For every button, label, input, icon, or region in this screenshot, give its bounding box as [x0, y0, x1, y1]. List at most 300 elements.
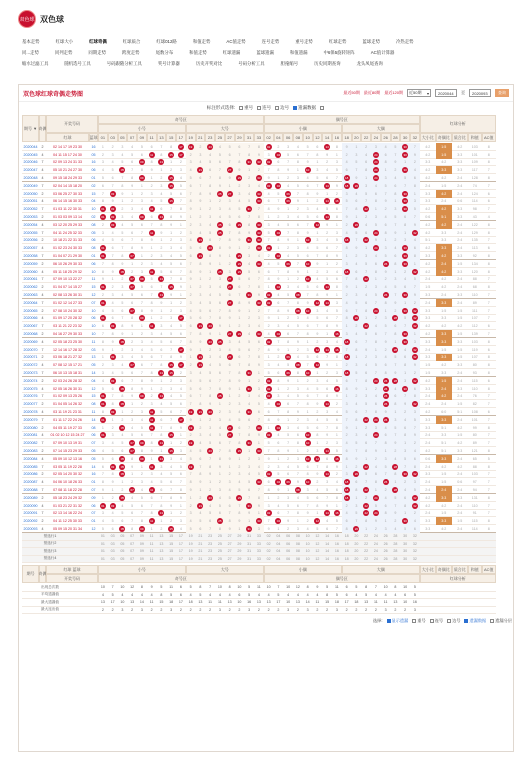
even-zone-cell: 3 [374, 285, 377, 290]
odd-zone-cell: 8 [218, 176, 221, 181]
predict-number-cell[interactable]: 20 [354, 534, 359, 539]
even-zone-cell: 7 [316, 464, 319, 469]
even-zone-cell: 1 [306, 339, 309, 344]
predict-number-cell[interactable]: 28 [393, 549, 398, 554]
predict-number-cell[interactable]: 04 [276, 541, 281, 546]
predict-number-cell[interactable]: 06 [286, 556, 291, 561]
predict-number-cell[interactable]: 24 [373, 534, 378, 539]
checkbox-icon[interactable] [293, 106, 297, 110]
predict-number-cell[interactable]: 03 [110, 549, 115, 554]
predict-number-cell[interactable]: 27 [227, 534, 232, 539]
predict-number-cell[interactable]: 17 [178, 549, 183, 554]
even-zone-cell: 3 [355, 433, 358, 438]
nav-item[interactable]: 奖号计算器 [157, 60, 180, 66]
predict-row[interactable] [22, 548, 496, 556]
checkbox-icon[interactable] [412, 619, 416, 623]
predict-number-cell[interactable]: 07 [130, 556, 135, 561]
predict-number-cell[interactable]: 08 [295, 556, 300, 561]
predict-number-cell[interactable]: 18 [344, 549, 349, 554]
odd-zone-cell [157, 455, 167, 463]
predict-number-cell[interactable]: 04 [276, 556, 281, 561]
odd-zone-cell [127, 276, 137, 284]
odd-even-cell: 2 [41, 355, 44, 360]
predict-number-cell[interactable]: 04 [276, 534, 281, 539]
predict-number-cell[interactable]: 03 [110, 541, 115, 546]
predict-number-cell[interactable]: 13 [159, 549, 164, 554]
nav-item[interactable]: 和值走势 [189, 49, 207, 55]
even-zone-cell [313, 517, 323, 525]
nav-item[interactable]: 红球大小 [55, 38, 74, 44]
predict-number-cell[interactable]: 11 [149, 549, 154, 554]
odd-zone-cell: 4 [179, 176, 182, 181]
analysis-cell: 2:4 [425, 277, 431, 282]
predict-number-cell[interactable]: 09 [139, 541, 144, 546]
predict-number-cell[interactable]: 16 [334, 534, 339, 539]
blue-number-cell: 05 [91, 230, 96, 235]
odd-zone-cell: 5 [209, 441, 212, 446]
predict-number-cell[interactable]: 29 [237, 549, 242, 554]
predict-number-cell[interactable]: 07 [130, 549, 135, 554]
predict-number-cell[interactable]: 14 [325, 549, 330, 554]
red-ball-icon: 29 [237, 332, 242, 337]
predict-number-cell[interactable]: 31 [247, 556, 252, 561]
even-zone-cell [410, 322, 420, 330]
recent-120-link[interactable]: 最近120期 [384, 90, 403, 95]
predict-number-cell[interactable]: 12 [315, 541, 320, 546]
predict-number-cell[interactable]: 22 [364, 556, 369, 561]
predict-number-cell[interactable]: 29 [237, 556, 242, 561]
nav-item[interactable]: 历史开奖对比 [195, 60, 223, 66]
predict-number-cell[interactable]: 16 [334, 556, 339, 561]
predict-number-cell[interactable]: 20 [354, 556, 359, 561]
predict-number-cell[interactable]: 30 [403, 534, 408, 539]
predict-number-cell[interactable]: 14 [325, 534, 330, 539]
predict-number-cell[interactable]: 20 [354, 549, 359, 554]
predict-number-cell[interactable]: 16 [334, 549, 339, 554]
query-button[interactable]: 查询 [495, 89, 509, 97]
odd-zone-cell: 9 [150, 449, 153, 454]
footer-option-item[interactable] [464, 618, 486, 624]
odd-zone-cell: 3 [189, 160, 192, 165]
predict-number-cell[interactable]: 15 [169, 534, 174, 539]
even-zone-cell: 9 [267, 456, 270, 461]
predict-number-cell[interactable]: 32 [412, 534, 417, 539]
predict-number-cell[interactable]: 28 [393, 541, 398, 546]
to-issue-input[interactable]: 2020093 [469, 89, 491, 97]
predict-number-cell[interactable]: 22 [364, 534, 369, 539]
predict-number-cell[interactable]: 32 [412, 541, 417, 546]
predict-number-cell[interactable]: 13 [159, 541, 164, 546]
predict-number-cell[interactable]: 19 [188, 541, 193, 546]
predict-number-cell[interactable]: 06 [286, 549, 291, 554]
predict-number-cell[interactable]: 24 [373, 556, 378, 561]
predict-number-cell[interactable]: 19 [188, 534, 193, 539]
option-item[interactable] [239, 105, 253, 111]
odd-zone-cell [205, 408, 215, 416]
predict-number-cell[interactable]: 03 [110, 534, 115, 539]
odd-zone-cell: 2 [101, 152, 104, 157]
predict-number-cell[interactable]: 12 [315, 556, 320, 561]
odd-zone-cell: 5 [160, 339, 163, 344]
checkbox-icon[interactable] [447, 619, 451, 623]
analysis-cell: 1:5 [425, 285, 431, 290]
predict-number-cell[interactable]: 09 [139, 549, 144, 554]
even-zone-cell: 3 [306, 207, 309, 212]
even-zone-cell: 3 [335, 371, 338, 376]
predict-number-cell[interactable]: 33 [256, 541, 261, 546]
balls-footer-header: 红球 蓝球 [46, 565, 98, 574]
predict-number-cell[interactable]: 05 [120, 549, 125, 554]
blue-number-cell: 07 [91, 441, 96, 446]
predict-row[interactable] [22, 541, 496, 549]
predict-number-cell[interactable]: 18 [344, 541, 349, 546]
predict-number-cell[interactable]: 14 [325, 541, 330, 546]
predict-number-cell[interactable]: 12 [315, 534, 320, 539]
even-zone-cell: 6 [335, 417, 338, 422]
predict-number-cell[interactable]: 22 [364, 549, 369, 554]
odd-zone-cell [254, 260, 264, 268]
predict-number-cell[interactable]: 11 [149, 541, 154, 546]
nav-item[interactable]: 号码跟随分析工具 [106, 60, 142, 66]
predict-number-cell[interactable]: 26 [383, 541, 388, 546]
recent-50-link[interactable]: 最近50期 [343, 90, 360, 95]
even-zone-cell: 5 [316, 386, 319, 391]
predict-number-cell[interactable]: 13 [159, 534, 164, 539]
analysis-cell: 4:2 [436, 205, 452, 213]
predict-number-cell[interactable]: 20 [354, 541, 359, 546]
odd-even-cell: 4 [41, 527, 44, 532]
table-row [22, 276, 496, 284]
nav-item[interactable]: 和值遗漏 [289, 49, 308, 55]
analysis-cell: 6 [487, 378, 490, 383]
red-numbers-cell: 03 06 25 27 30 33 [53, 191, 82, 196]
predict-number-cell[interactable]: 27 [227, 549, 232, 554]
red-ball-icon: 09 [140, 215, 144, 220]
predict-number-cell[interactable]: 16 [334, 541, 339, 546]
predict-number-cell[interactable]: 31 [247, 549, 252, 554]
red-ball-icon: 04 [276, 402, 281, 407]
predict-number-cell[interactable]: 25 [217, 541, 222, 546]
odd-zone-cell: 8 [199, 402, 202, 407]
even-zone-cell [371, 151, 381, 159]
even-zone-cell [352, 182, 362, 190]
predict-number-cell[interactable]: 28 [393, 556, 398, 561]
stat-value-cell: 4 [189, 592, 192, 597]
red-numbers-cell: 02 13 14 16 22 24 [53, 511, 82, 516]
nav-item[interactable]: 尾数分布 [155, 49, 174, 55]
predict-number-cell[interactable]: 06 [286, 541, 291, 546]
predict-number-cell[interactable]: 10 [305, 541, 310, 546]
predict-number-cell[interactable]: 30 [403, 556, 408, 561]
option-item[interactable] [293, 105, 316, 111]
footer-option-item[interactable] [490, 618, 512, 624]
predict-number-cell[interactable]: 04 [276, 549, 281, 554]
odd-zone-cell [137, 213, 147, 221]
nav-item[interactable]: 同列走势 [54, 49, 73, 55]
predict-number-cell[interactable]: 28 [393, 534, 398, 539]
even-zone-cell: 5 [404, 176, 407, 181]
predict-number-cell[interactable]: 15 [169, 541, 174, 546]
red-ball-icon: 03 [110, 191, 115, 196]
nav-item[interactable]: 中6保5旋转矩阵 [323, 49, 355, 55]
footer-option-label: 重号 [417, 618, 426, 623]
predict-number-cell[interactable]: 23 [208, 556, 213, 561]
predict-number-cell[interactable]: 02 [266, 556, 271, 561]
odd-zone-cell [137, 159, 147, 167]
odd-zone-cell: 4 [101, 238, 104, 243]
option-item[interactable] [320, 106, 325, 111]
nav-item[interactable]: 同...走势 [22, 49, 39, 55]
predict-number-cell[interactable]: 11 [149, 534, 154, 539]
predict-number-cell[interactable]: 12 [315, 549, 320, 554]
recent-80-link[interactable]: 最近80期 [363, 90, 381, 95]
predict-number-cell[interactable]: 05 [120, 541, 125, 546]
even-zone-cell: 7 [287, 300, 290, 305]
nav-item[interactable]: 跨度走势 [122, 49, 140, 55]
predict-number-cell[interactable]: 19 [188, 556, 193, 561]
predict-number-cell[interactable]: 26 [383, 534, 388, 539]
checkbox-icon[interactable] [275, 106, 279, 110]
odd-zone-cell: 7 [189, 332, 192, 337]
odd-zone-cell: 2 [160, 246, 163, 251]
predict-number-cell[interactable]: 27 [227, 556, 232, 561]
predict-number-cell[interactable]: 32 [412, 549, 417, 554]
predict-number-cell[interactable]: 24 [373, 541, 378, 546]
predict-number-cell[interactable]: 15 [169, 549, 174, 554]
footer-option-item[interactable] [447, 618, 460, 624]
odd-zone-cell: 1 [160, 378, 163, 383]
checkbox-icon[interactable] [320, 106, 324, 110]
predict-number-cell[interactable]: 05 [120, 534, 125, 539]
even-zone-cell: 2 [404, 410, 407, 415]
blue-number-cell: 02 [91, 215, 96, 220]
odd-zone-cell: 2 [189, 152, 192, 157]
odd-zone-cell: 9 [121, 191, 124, 196]
nav-item[interactable]: 和值走势 [192, 38, 211, 44]
odd-zone-cell: 1 [111, 488, 114, 493]
odd-zone-cell [244, 237, 254, 245]
red-numbers-cell: 07 09 10 13 19 31 [53, 441, 82, 446]
predict-number-cell[interactable]: 11 [149, 556, 154, 561]
odd-zone-cell: 3 [131, 347, 134, 352]
nav-item[interactable]: 缩水过滤工具 [22, 60, 49, 66]
red-ball-icon: 21 [198, 410, 203, 415]
predict-number-cell[interactable]: 02 [266, 534, 271, 539]
option-item[interactable] [275, 105, 289, 111]
predict-number-cell[interactable]: 18 [344, 534, 349, 539]
nav-item[interactable]: 红球质合 [122, 38, 141, 44]
even-zone-cell: 1 [404, 300, 407, 305]
nav-item[interactable]: 随机选号工具 [64, 60, 91, 66]
predict-number-cell[interactable]: 17 [178, 534, 183, 539]
odd-zone-cell: 4 [257, 183, 260, 188]
odd-zone-cell: 6 [218, 300, 221, 305]
odd-zone-cell: 2 [189, 222, 192, 227]
nav-item[interactable]: 红球遗漏 [222, 49, 241, 55]
predict-number-cell[interactable]: 18 [344, 556, 349, 561]
nav-item[interactable]: AC值计算器 [370, 49, 395, 55]
predict-number-cell[interactable]: 09 [139, 556, 144, 561]
predict-row[interactable] [22, 533, 496, 541]
predict-number-cell[interactable]: 08 [295, 541, 300, 546]
analysis-cell: 2:4 [457, 417, 463, 422]
predict-number-cell[interactable]: 15 [169, 556, 174, 561]
nav-item[interactable]: 红球奇偶 [89, 38, 107, 44]
nav-item[interactable]: 红球012路 [156, 38, 177, 44]
even-zone-cell: 4 [365, 222, 368, 227]
predict-number-cell[interactable]: 07 [130, 534, 135, 539]
even-zone-cell [371, 166, 381, 174]
predict-number-cell[interactable]: 07 [130, 541, 135, 546]
odd-zone-cell: 7 [189, 472, 192, 477]
predict-number-cell[interactable]: 21 [198, 556, 203, 561]
predict-number-cell[interactable]: 33 [256, 534, 261, 539]
predict-number-cell[interactable]: 27 [227, 541, 232, 546]
even-zone-cell: 3 [384, 456, 387, 461]
even-zone-cell: 2 [316, 199, 319, 204]
nav-item[interactable]: 胆拖缩号 [280, 60, 299, 66]
odd-zone-cell [225, 166, 235, 174]
analysis-cell: 1:5 [436, 151, 452, 159]
even-zone-cell [332, 330, 342, 338]
predict-number-cell[interactable]: 32 [412, 556, 417, 561]
odd-zone-cell: 2 [248, 456, 251, 461]
predict-number-cell[interactable]: 30 [403, 549, 408, 554]
predict-number-cell[interactable]: 17 [178, 556, 183, 561]
predict-number-cell[interactable]: 29 [237, 541, 242, 546]
predict-number-cell[interactable]: 10 [305, 534, 310, 539]
nav-item[interactable]: AC值走势 [226, 38, 246, 44]
analysis-cell: 122 [471, 222, 478, 227]
predict-number-cell[interactable]: 33 [256, 556, 261, 561]
footer-option-item[interactable] [387, 618, 409, 624]
checkbox-icon[interactable] [430, 619, 434, 623]
predict-number-cell[interactable]: 22 [364, 541, 369, 546]
nav-item[interactable]: 号码分析工具 [238, 60, 265, 66]
predict-number-cell[interactable]: 26 [383, 556, 388, 561]
predict-number-cell[interactable]: 09 [139, 534, 144, 539]
period-select[interactable] [407, 89, 431, 97]
even-zone-cell: 6 [374, 332, 377, 337]
predict-number-cell[interactable]: 10 [305, 556, 310, 561]
footer-option-item[interactable] [430, 618, 443, 624]
predict-number-cell[interactable]: 02 [266, 541, 271, 546]
predict-number-cell[interactable]: 01 [100, 556, 105, 561]
predict-number-cell[interactable]: 29 [237, 534, 242, 539]
nav-item[interactable]: 冷热走势 [395, 38, 414, 44]
predict-number-cell[interactable]: 03 [110, 556, 115, 561]
predict-number-cell[interactable]: 23 [208, 534, 213, 539]
odd-zone-cell [254, 237, 264, 245]
predict-number-cell[interactable]: 25 [217, 534, 222, 539]
predict-number-cell[interactable]: 25 [217, 556, 222, 561]
predict-number-cell[interactable]: 08 [295, 534, 300, 539]
table-row [22, 166, 496, 174]
predict-number-cell[interactable]: 05 [120, 556, 125, 561]
predict-number-cell[interactable]: 23 [208, 541, 213, 546]
analysis-cell: 1:5 [441, 480, 447, 485]
predict-number-cell[interactable]: 31 [247, 541, 252, 546]
checkbox-icon[interactable] [387, 619, 391, 623]
nav-item[interactable]: 蓝球走势 [362, 38, 380, 44]
predict-number-cell[interactable]: 01 [100, 534, 105, 539]
predict-number-cell[interactable]: 06 [286, 534, 291, 539]
odd-zone-cell: 5 [209, 371, 212, 376]
red-ball-icon: 03 [110, 410, 115, 415]
predict-number-cell[interactable]: 33 [256, 549, 261, 554]
nav-item[interactable]: 红球走势 [328, 38, 347, 44]
predict-number-cell[interactable]: 13 [159, 556, 164, 561]
even-zone-cell: 7 [394, 152, 397, 157]
odd-zone-cell [176, 416, 186, 424]
nav-item[interactable]: 重号走势 [295, 38, 313, 44]
even-zone-cell: 7 [394, 222, 397, 227]
footer-option-item[interactable] [412, 618, 425, 624]
predict-number-cell[interactable]: 23 [208, 549, 213, 554]
predict-number-cell[interactable]: 26 [383, 549, 388, 554]
odd-zone-cell: 5 [140, 495, 143, 500]
predict-number-cell[interactable]: 24 [373, 549, 378, 554]
predict-number-cell[interactable]: 02 [266, 549, 271, 554]
nav-item[interactable]: 基本走势 [22, 38, 40, 44]
predict-number-cell[interactable]: 10 [305, 549, 310, 554]
from-issue-input[interactable]: 2020044 [435, 89, 457, 97]
odd-zone-cell: 2 [209, 417, 212, 422]
predict-number-cell[interactable]: 01 [100, 541, 105, 546]
odd-zone-cell: 1 [228, 183, 231, 188]
stat-value-cell: 3 [170, 607, 173, 612]
predict-number-cell[interactable]: 17 [178, 541, 183, 546]
predict-number-cell[interactable]: 21 [198, 541, 203, 546]
predict-number-cell[interactable]: 21 [198, 534, 203, 539]
predict-number-cell[interactable]: 01 [100, 549, 105, 554]
even-zone-cell: 4 [404, 277, 407, 282]
even-number-header: 04 [274, 133, 284, 142]
nav-item[interactable]: 同期走势 [88, 49, 106, 55]
predict-number-cell[interactable]: 08 [295, 549, 300, 554]
issue-cell: 2020062 [23, 285, 38, 290]
checkbox-icon[interactable] [257, 106, 261, 110]
nav-item[interactable]: 连号走势 [261, 38, 280, 44]
nav-item[interactable]: 龙头凤尾查询 [356, 60, 383, 66]
odd-zone-cell: 7 [160, 144, 163, 149]
even-zone-cell: 2 [413, 441, 416, 446]
blue-number-cell: 02 [91, 183, 96, 188]
predict-number-cell[interactable]: 21 [198, 549, 203, 554]
predict-number-cell[interactable]: 25 [217, 549, 222, 554]
red-ball-icon: 32 [413, 378, 417, 383]
predict-number-cell[interactable]: 30 [403, 541, 408, 546]
stat-value-cell: 10 [120, 585, 125, 590]
predict-number-cell[interactable]: 14 [325, 556, 330, 561]
odd-zone-cell [118, 400, 128, 408]
option-item[interactable] [257, 105, 271, 111]
nav-item[interactable]: 历史同期查询 [314, 60, 341, 66]
predict-number-cell[interactable]: 31 [247, 534, 252, 539]
predict-row[interactable] [22, 556, 496, 564]
odd-zone-cell: 1 [160, 308, 163, 313]
even-zone-cell: 3 [404, 449, 407, 454]
odd-zone-cell: 3 [101, 441, 104, 446]
odd-zone-cell: 5 [131, 503, 134, 508]
nav-item[interactable]: 蓝球遗漏 [256, 49, 274, 55]
checkbox-icon[interactable] [239, 106, 243, 110]
checkbox-icon[interactable] [464, 619, 468, 623]
checkbox-icon[interactable] [490, 619, 494, 623]
predict-number-cell[interactable]: 19 [188, 549, 193, 554]
even-zone-cell: 9 [277, 488, 280, 493]
analysis-cell: 2:4 [425, 488, 431, 493]
